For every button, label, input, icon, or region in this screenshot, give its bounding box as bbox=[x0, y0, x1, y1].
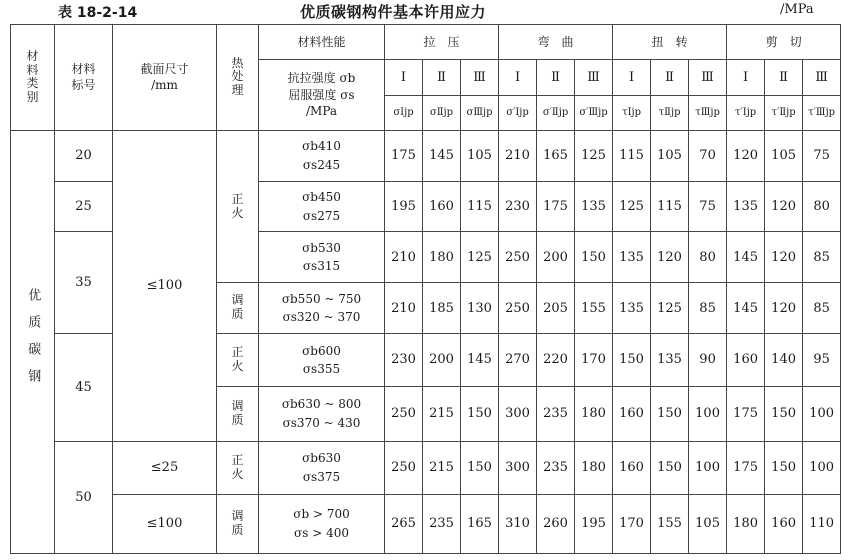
table-unit: /MPa bbox=[780, 2, 814, 17]
yield-strength: σs245 bbox=[302, 157, 341, 172]
header-class-4: Ⅱ bbox=[537, 59, 575, 96]
stress-value: 150 bbox=[461, 387, 499, 442]
header-class-0: Ⅰ bbox=[385, 59, 423, 96]
stress-value: 75 bbox=[689, 181, 727, 232]
header-symbol-10: τ′Ⅱjp bbox=[765, 96, 803, 131]
stress-value: 180 bbox=[727, 494, 765, 553]
header-class-2: Ⅲ bbox=[461, 59, 499, 96]
stress-value: 300 bbox=[499, 387, 537, 442]
header-section: 截面尺寸 /mm bbox=[113, 25, 217, 131]
stress-value: 135 bbox=[575, 181, 613, 232]
stress-value: 115 bbox=[613, 130, 651, 181]
stress-value: 150 bbox=[765, 387, 803, 442]
stress-value: 260 bbox=[537, 494, 575, 553]
stress-value: 165 bbox=[537, 130, 575, 181]
header-symbol-8: τⅢjp bbox=[689, 96, 727, 131]
header-symbol-5: σ′Ⅲjp bbox=[575, 96, 613, 131]
header-row-1 bbox=[11, 25, 841, 60]
tensile-strength: σb630 bbox=[302, 451, 341, 466]
stress-value: 175 bbox=[727, 387, 765, 442]
stress-value: 105 bbox=[651, 130, 689, 181]
stress-value: 215 bbox=[423, 442, 461, 495]
stress-value: 235 bbox=[537, 387, 575, 442]
stress-value: 200 bbox=[423, 334, 461, 387]
stress-value: 150 bbox=[651, 387, 689, 442]
stress-value: 155 bbox=[651, 494, 689, 553]
header-class-6: Ⅰ bbox=[613, 59, 651, 96]
stress-value: 220 bbox=[537, 334, 575, 387]
property-cell bbox=[259, 283, 385, 334]
stress-value: 180 bbox=[575, 442, 613, 495]
header-group-torsion: 扭 转 bbox=[613, 25, 727, 60]
yield-strength: σs > 400 bbox=[294, 525, 349, 540]
stress-value: 210 bbox=[385, 232, 423, 283]
heat-cell-5: 调 质 bbox=[217, 494, 259, 553]
stress-value: 235 bbox=[537, 442, 575, 495]
heat-cell-3: 调 质 bbox=[217, 387, 259, 442]
header-symbol-1: σⅡjp bbox=[423, 96, 461, 131]
tensile-strength: σb410 bbox=[302, 139, 341, 154]
stress-value: 210 bbox=[499, 130, 537, 181]
stress-value: 195 bbox=[575, 494, 613, 553]
stress-value: 235 bbox=[423, 494, 461, 553]
stress-value: 80 bbox=[689, 232, 727, 283]
table-number: 表 18-2-14 bbox=[58, 5, 138, 21]
header-group-shear: 剪 切 bbox=[727, 25, 841, 60]
yield-strength: σs275 bbox=[302, 208, 341, 223]
stress-value: 185 bbox=[423, 283, 461, 334]
stress-value: 100 bbox=[689, 387, 727, 442]
stress-value: 170 bbox=[613, 494, 651, 553]
table-row bbox=[11, 130, 841, 181]
stress-value: 270 bbox=[499, 334, 537, 387]
table-caption bbox=[0, 0, 850, 22]
stress-value: 165 bbox=[461, 494, 499, 553]
header-class-8: Ⅲ bbox=[689, 59, 727, 96]
section-cell-2: ≤100 bbox=[113, 494, 217, 553]
table-title: 优质碳钢构件基本许用应力 bbox=[300, 3, 487, 21]
property-cell bbox=[259, 130, 385, 181]
stress-value: 75 bbox=[803, 130, 841, 181]
stress-value: 150 bbox=[613, 334, 651, 387]
stress-value: 250 bbox=[499, 232, 537, 283]
header-symbol-9: τ′Ⅰjp bbox=[727, 96, 765, 131]
header-material-properties: 材料性能 bbox=[259, 25, 385, 60]
header-symbol-2: σⅢjp bbox=[461, 96, 499, 131]
stress-value: 120 bbox=[765, 283, 803, 334]
stress-value: 170 bbox=[575, 334, 613, 387]
stress-value: 215 bbox=[423, 387, 461, 442]
stress-value: 120 bbox=[765, 181, 803, 232]
stress-value: 85 bbox=[803, 283, 841, 334]
stress-value: 105 bbox=[461, 130, 499, 181]
header-symbol-4: σ′Ⅱjp bbox=[537, 96, 575, 131]
header-class-1: Ⅱ bbox=[423, 59, 461, 96]
stress-value: 110 bbox=[803, 494, 841, 553]
stress-value: 160 bbox=[613, 442, 651, 495]
stress-value: 100 bbox=[803, 442, 841, 495]
stress-value: 160 bbox=[727, 334, 765, 387]
stress-value: 310 bbox=[499, 494, 537, 553]
property-cell bbox=[259, 232, 385, 283]
stress-value: 200 bbox=[537, 232, 575, 283]
stress-value: 125 bbox=[575, 130, 613, 181]
stress-value: 160 bbox=[613, 387, 651, 442]
stress-value: 300 bbox=[499, 442, 537, 495]
grade-cell-2: 35 bbox=[55, 232, 113, 334]
stress-value: 150 bbox=[575, 232, 613, 283]
heat-cell-0: 正 火 bbox=[217, 130, 259, 283]
stress-value: 120 bbox=[765, 232, 803, 283]
tensile-strength: σb > 700 bbox=[293, 507, 350, 522]
stress-value: 150 bbox=[651, 442, 689, 495]
stress-value: 175 bbox=[537, 181, 575, 232]
stress-value: 195 bbox=[385, 181, 423, 232]
property-cell bbox=[259, 334, 385, 387]
stress-value: 155 bbox=[575, 283, 613, 334]
header-class-11: Ⅲ bbox=[803, 59, 841, 96]
stress-value: 135 bbox=[727, 181, 765, 232]
stress-value: 175 bbox=[727, 442, 765, 495]
stress-value: 135 bbox=[613, 283, 651, 334]
grade-cell-3: 45 bbox=[55, 334, 113, 442]
stress-value: 230 bbox=[385, 334, 423, 387]
tensile-strength: σb600 bbox=[302, 343, 341, 358]
stress-value: 140 bbox=[765, 334, 803, 387]
header-class-5: Ⅲ bbox=[575, 59, 613, 96]
tensile-strength: σb550 ~ 750 bbox=[281, 291, 362, 306]
header-symbol-0: σⅠjp bbox=[385, 96, 423, 131]
stress-value: 210 bbox=[385, 283, 423, 334]
stress-value: 265 bbox=[385, 494, 423, 553]
header-class-7: Ⅱ bbox=[651, 59, 689, 96]
stress-value: 85 bbox=[689, 283, 727, 334]
stress-value: 150 bbox=[765, 442, 803, 495]
category-cell: 优质碳钢 bbox=[11, 130, 55, 553]
tensile-strength: σb630 ~ 800 bbox=[281, 397, 362, 412]
yield-strength: σs320 ~ 370 bbox=[282, 310, 361, 325]
stress-value: 250 bbox=[385, 442, 423, 495]
header-symbol-6: τⅠjp bbox=[613, 96, 651, 131]
stress-value: 160 bbox=[765, 494, 803, 553]
tensile-strength: σb450 bbox=[302, 189, 341, 204]
property-cell bbox=[259, 181, 385, 232]
stress-value: 145 bbox=[727, 283, 765, 334]
header-symbol-3: σ′Ⅰjp bbox=[499, 96, 537, 131]
tensile-strength: σb530 bbox=[302, 240, 341, 255]
header-group-bending: 弯 曲 bbox=[499, 25, 613, 60]
property-cell bbox=[259, 442, 385, 495]
stress-value: 250 bbox=[385, 387, 423, 442]
table-row bbox=[11, 442, 841, 495]
stress-value: 80 bbox=[803, 181, 841, 232]
stress-value: 85 bbox=[803, 232, 841, 283]
stress-value: 125 bbox=[651, 283, 689, 334]
section-cell-1: ≤25 bbox=[113, 442, 217, 495]
grade-cell-4: 50 bbox=[55, 442, 113, 554]
stress-value: 120 bbox=[727, 130, 765, 181]
header-grade: 材料 标号 bbox=[55, 25, 113, 131]
header-properties-detail: 抗拉强度 σb 屈服强度 σs /MPa bbox=[259, 59, 385, 130]
header-group-tension: 拉 压 bbox=[385, 25, 499, 60]
stress-value: 130 bbox=[461, 283, 499, 334]
table-row bbox=[11, 494, 841, 553]
stress-value: 135 bbox=[613, 232, 651, 283]
stress-value: 145 bbox=[423, 130, 461, 181]
header-class-10: Ⅱ bbox=[765, 59, 803, 96]
stress-value: 120 bbox=[651, 232, 689, 283]
property-cell bbox=[259, 387, 385, 442]
stress-value: 100 bbox=[803, 387, 841, 442]
header-symbol-7: τⅡjp bbox=[651, 96, 689, 131]
stress-value: 105 bbox=[765, 130, 803, 181]
stress-value: 175 bbox=[385, 130, 423, 181]
stress-value: 95 bbox=[803, 334, 841, 387]
grade-cell-0: 20 bbox=[55, 130, 113, 181]
grade-cell-1: 25 bbox=[55, 181, 113, 232]
stress-value: 70 bbox=[689, 130, 727, 181]
property-cell bbox=[259, 494, 385, 553]
yield-strength: σs370 ~ 430 bbox=[282, 416, 361, 431]
stress-value: 145 bbox=[727, 232, 765, 283]
yield-strength: σs315 bbox=[302, 259, 341, 274]
stress-value: 160 bbox=[423, 181, 461, 232]
stress-value: 230 bbox=[499, 181, 537, 232]
heat-cell-2: 正 火 bbox=[217, 334, 259, 387]
stress-value: 205 bbox=[537, 283, 575, 334]
stress-value: 115 bbox=[461, 181, 499, 232]
stress-value: 115 bbox=[651, 181, 689, 232]
header-symbol-11: τ′Ⅲjp bbox=[803, 96, 841, 131]
stress-value: 180 bbox=[575, 387, 613, 442]
stress-value: 135 bbox=[651, 334, 689, 387]
stress-value: 125 bbox=[613, 181, 651, 232]
stress-value: 180 bbox=[423, 232, 461, 283]
stress-value: 150 bbox=[461, 442, 499, 495]
header-heat-treatment: 热 处 理 bbox=[217, 25, 259, 131]
header-class-3: Ⅰ bbox=[499, 59, 537, 96]
section-cell-0: ≤100 bbox=[113, 130, 217, 441]
stress-value: 100 bbox=[689, 442, 727, 495]
header-category: 材 料 类 别 bbox=[11, 25, 55, 131]
stress-value: 250 bbox=[499, 283, 537, 334]
yield-strength: σs355 bbox=[302, 362, 341, 377]
heat-cell-4: 正 火 bbox=[217, 442, 259, 495]
stress-table bbox=[10, 24, 841, 554]
stress-value: 105 bbox=[689, 494, 727, 553]
stress-value: 90 bbox=[689, 334, 727, 387]
stress-value: 125 bbox=[461, 232, 499, 283]
yield-strength: σs375 bbox=[302, 469, 341, 484]
header-class-9: Ⅰ bbox=[727, 59, 765, 96]
heat-cell-1: 调 质 bbox=[217, 283, 259, 334]
stress-value: 145 bbox=[461, 334, 499, 387]
